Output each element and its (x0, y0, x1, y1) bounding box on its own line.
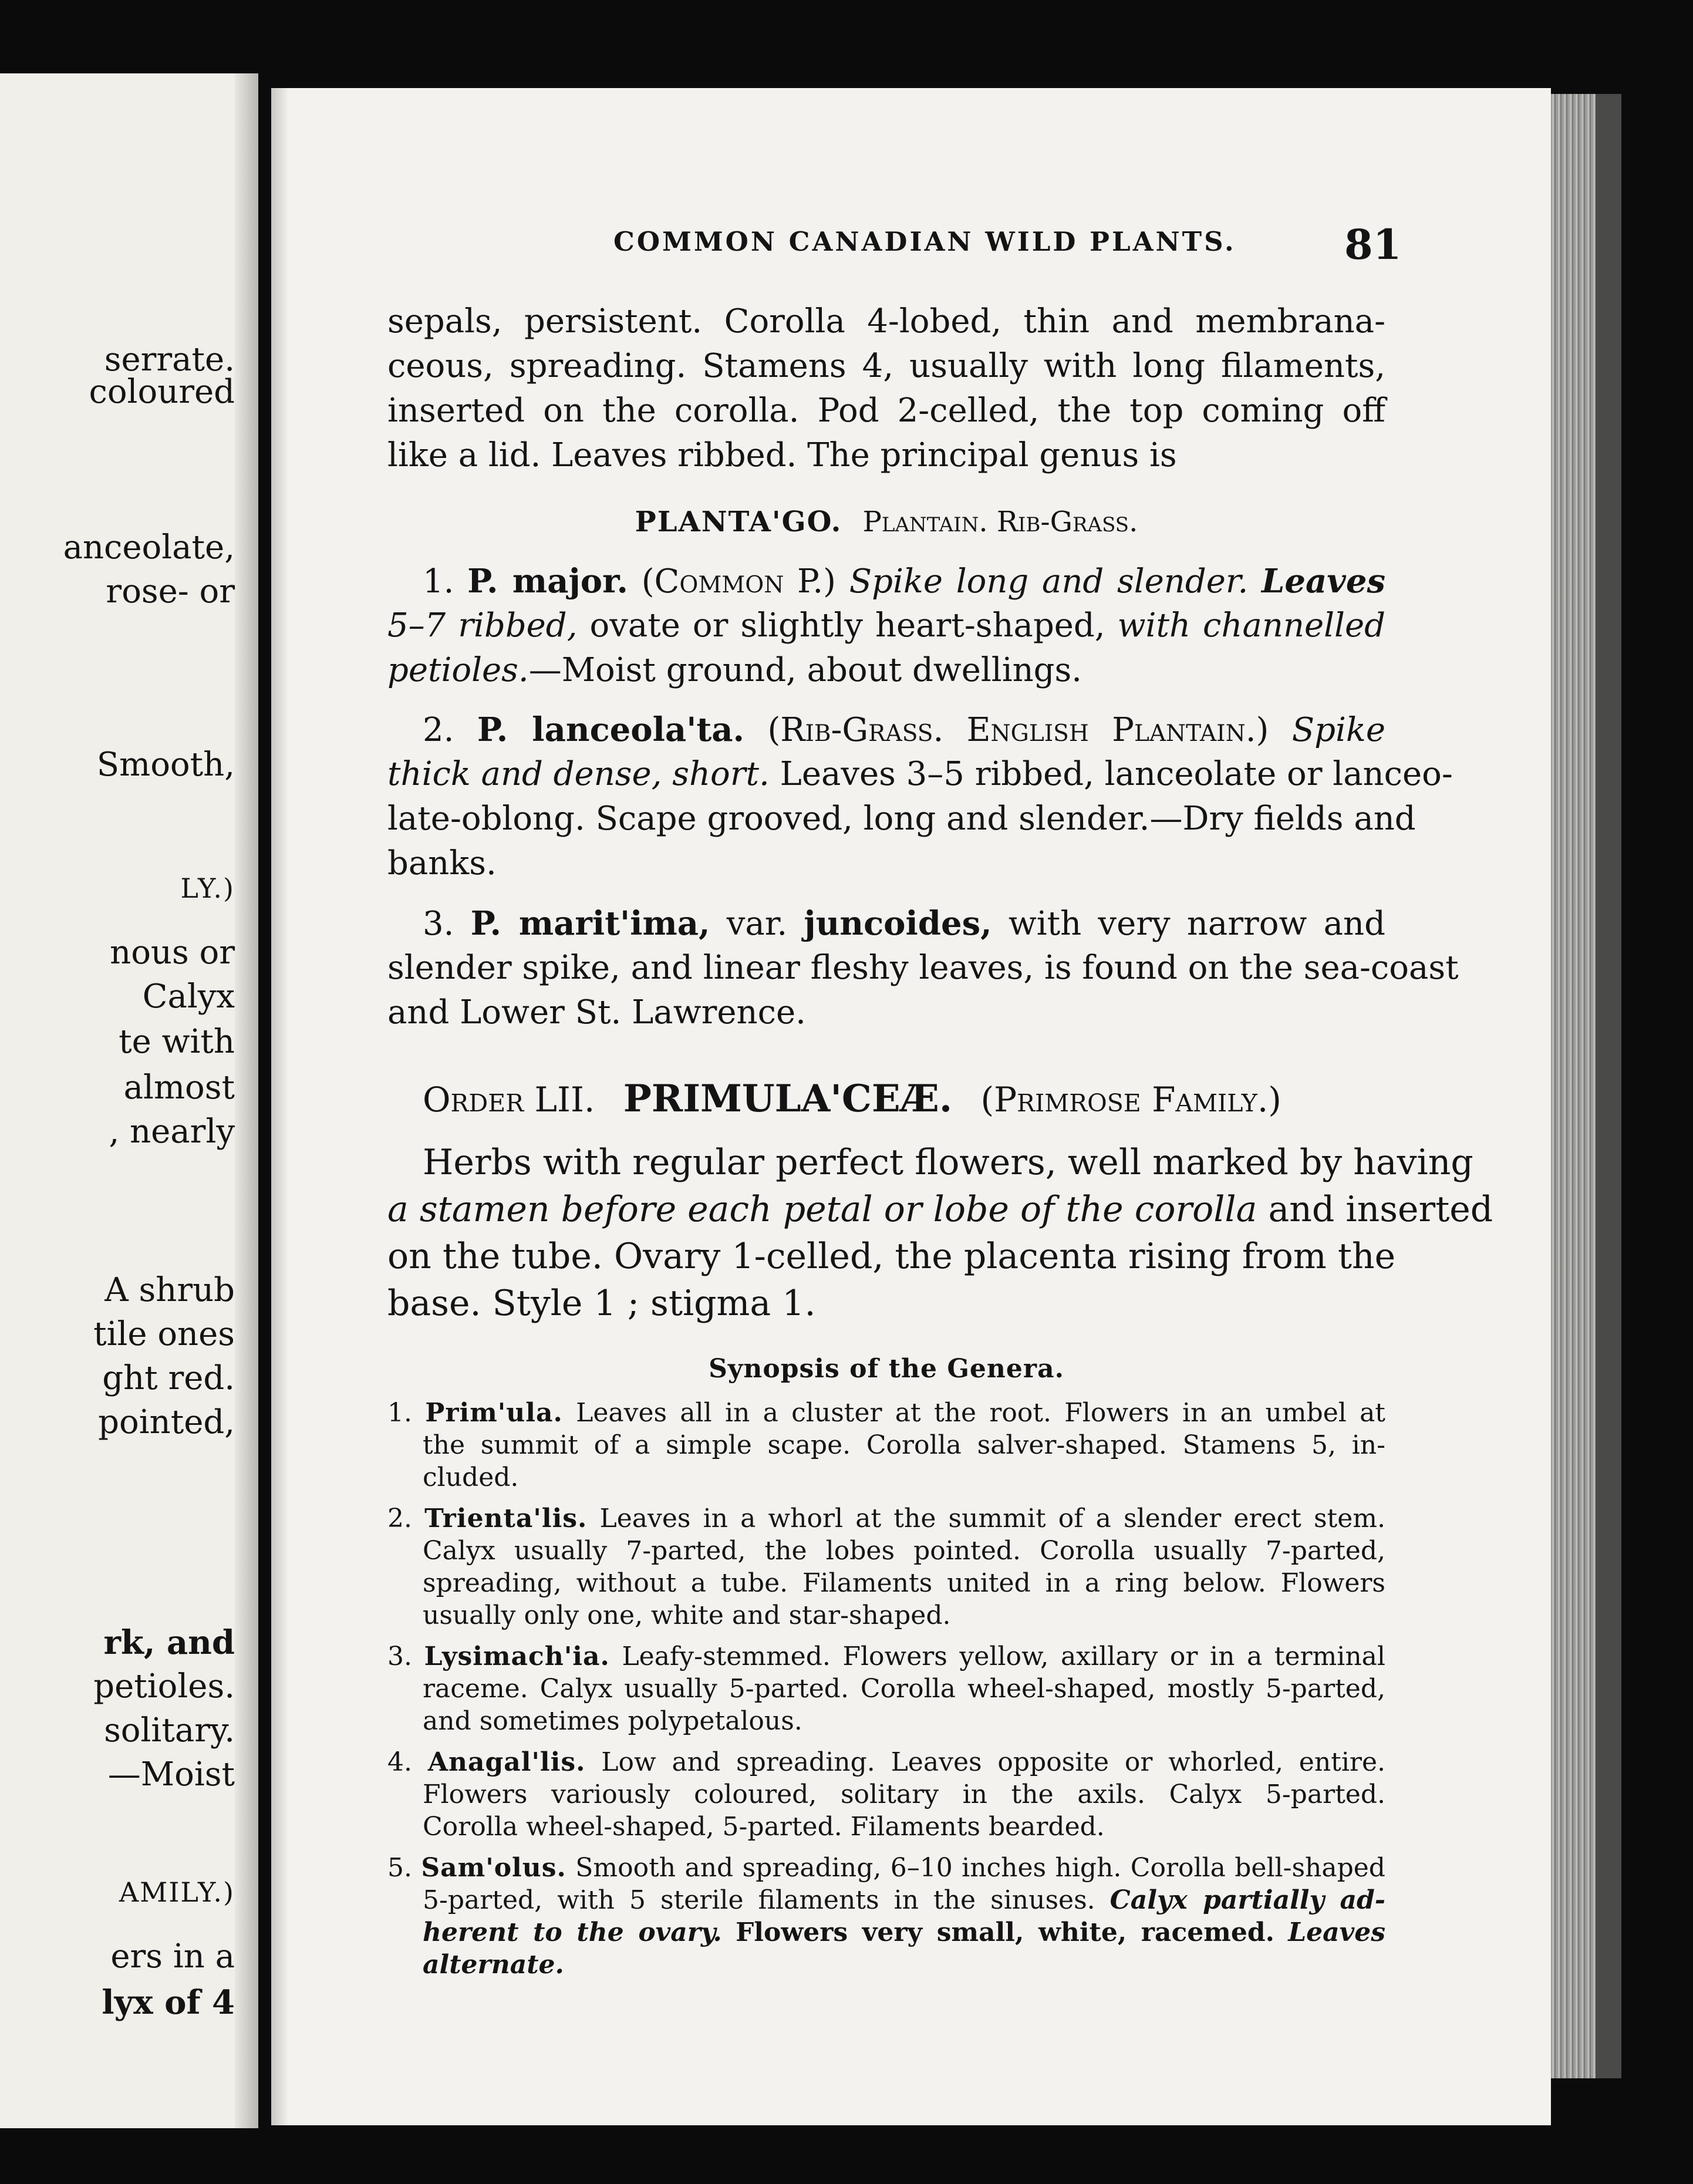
left-text: rk, and (103, 1623, 235, 1662)
left-text: coloured (89, 373, 235, 411)
synopsis-line: spreading, without a tube. Filaments united in a ring below. Flowers (423, 1568, 1385, 1598)
synopsis-line: raceme. Calyx usually 5-parted. Corolla wheel-shaped, mostly 5-parted, (423, 1674, 1385, 1704)
left-text: ers in a (110, 1937, 235, 1976)
genus-name: Lysimach'ia. (424, 1642, 610, 1671)
left-text: almost (123, 1069, 235, 1107)
left-text: tile ones (93, 1315, 235, 1353)
synopsis-line: 5-parted, with 5 sterile filaments in the sinuses. Calyx partially ad- (423, 1885, 1385, 1915)
synopsis-line: herent to the ovary. Flowers very small, white, racemed. Leaves (423, 1917, 1385, 1947)
left-text: serrate. (104, 341, 235, 379)
left-text: —Moist (107, 1755, 235, 1794)
species-entry: 2. P. lanceola'ta. (Rib-Grass. English Plantain.) Spike (423, 710, 1385, 749)
order-desc-line: base. Style 1 ; stigma 1. (387, 1283, 816, 1324)
species-line: late-oblong. Scape grooved, long and slender.—Dry fields and (387, 800, 1416, 838)
left-text: A shrub (104, 1271, 235, 1309)
left-text: petioles. (93, 1667, 235, 1706)
synopsis-entry: 4. Anagal'lis. Low and spreading. Leaves opposite or whorled, entire. (387, 1747, 1385, 1777)
species-line: banks. (387, 844, 497, 882)
page-edges (1551, 94, 1621, 2078)
synopsis-entry: 1. Prim'ula. Leaves all in a cluster at the root. Flowers in an umbel at (387, 1398, 1385, 1428)
left-text: nous or (110, 933, 235, 972)
species-line: thick and dense, short. Leaves 3–5 ribbed, lanceolate or lanceo- (387, 755, 1453, 793)
left-text: AMILY.) (119, 1876, 235, 1908)
intro-line: sepals, persistent. Corolla 4-lobed, thin and membrana- (387, 302, 1385, 341)
species-name: P. lanceola'ta. (477, 710, 745, 749)
species-line: petioles.—Moist ground, about dwellings. (387, 651, 1082, 689)
order-label: Order LII. (423, 1080, 595, 1120)
intro-line: ceous, spreading. Stamens 4, usually with long filaments, (387, 347, 1385, 385)
species-entry: 1. P. major. (Common P.) Spike long and slender. Leaves (423, 562, 1385, 601)
left-text: rose- or (106, 572, 235, 611)
left-text: , nearly (109, 1113, 235, 1151)
genus-heading (387, 505, 1385, 538)
left-text: anceolate, (63, 528, 235, 567)
species-name: P. major. (467, 562, 628, 601)
left-text: pointed, (98, 1403, 235, 1441)
genus-name: Sam'olus. (421, 1853, 566, 1883)
synopsis-title: Synopsis of the Genera. (709, 1354, 1064, 1384)
synopsis-line: Flowers variously coloured, solitary in the axils. Calyx 5-parted. (423, 1779, 1385, 1809)
order-desc-line: a stamen before each petal or lobe of the corolla and inserted (387, 1189, 1493, 1230)
synopsis-line: alternate. (423, 1950, 564, 1980)
order-heading (387, 1077, 1385, 1121)
intro-line: inserted on the corolla. Pod 2-celled, the top coming off (387, 392, 1385, 430)
page-number: 81 (1344, 220, 1402, 269)
synopsis-line: Calyx usually 7-parted, the lobes pointed. Corolla usually 7-parted, (423, 1536, 1385, 1566)
genus-name: Anagal'lis. (427, 1747, 586, 1777)
species-name: P. marit'ima, (470, 904, 710, 943)
left-text: te with (119, 1023, 235, 1061)
genus-name: PLANTA'GO. (635, 505, 842, 538)
synopsis-entry: 3. Lysimach'ia. Leafy-stemmed. Flowers yellow, axillary or in a terminal (387, 1642, 1385, 1671)
order-desc-line: Herbs with regular perfect flowers, well marked by having (423, 1142, 1473, 1183)
genus-name: Trienta'lis. (424, 1504, 588, 1533)
running-title: COMMON CANADIAN WILD PLANTS. (613, 226, 1236, 257)
synopsis-line: usually only one, white and star-shaped. (423, 1600, 951, 1630)
left-text: Smooth, (96, 746, 235, 784)
order-name: PRIMULA'CEÆ. (623, 1077, 953, 1121)
left-text: lyx of 4 (102, 1983, 235, 2022)
left-text: LY.) (180, 872, 235, 904)
left-page-fragment (0, 73, 258, 2128)
left-text: solitary. (104, 1711, 235, 1750)
species-line: slender spike, and linear fleshy leaves, is found on the sea-coast (387, 949, 1459, 987)
genus-name: Prim'ula. (425, 1398, 563, 1428)
order-desc-line: on the tube. Ovary 1-celled, the placenta rising from the (387, 1236, 1396, 1277)
species-line: and Lower St. Lawrence. (387, 993, 806, 1032)
species-entry: 3. P. marit'ima, var. juncoides, with very narrow and (423, 904, 1385, 943)
order-family: (Primrose Family.) (980, 1080, 1281, 1120)
synopsis-entry: 2. Trienta'lis. Leaves in a whorl at the summit of a slender erect stem. (387, 1504, 1385, 1533)
synopsis-entry: 5. Sam'olus. Smooth and spreading, 6–10 inches high. Corolla bell-shaped (387, 1853, 1385, 1883)
left-text: ght red. (102, 1359, 235, 1397)
intro-line: like a lid. Leaves ribbed. The principal genus is (387, 436, 1177, 474)
synopsis-line: cluded. (423, 1462, 519, 1492)
species-line: 5–7 ribbed, ovate or slightly heart-shaped, with channelled (387, 606, 1385, 645)
page-shadow (271, 88, 289, 2125)
page-gutter (235, 73, 258, 2128)
synopsis-line: Corolla wheel-shaped, 5-parted. Filaments bearded. (423, 1812, 1105, 1842)
synopsis-line: and sometimes polypetalous. (423, 1706, 802, 1736)
synopsis-line: the summit of a simple scape. Corolla salver-shaped. Stamens 5, in- (423, 1430, 1385, 1460)
left-text: Calyx (142, 978, 235, 1016)
genus-common-name: Plantain. Rib-Grass. (862, 505, 1138, 538)
